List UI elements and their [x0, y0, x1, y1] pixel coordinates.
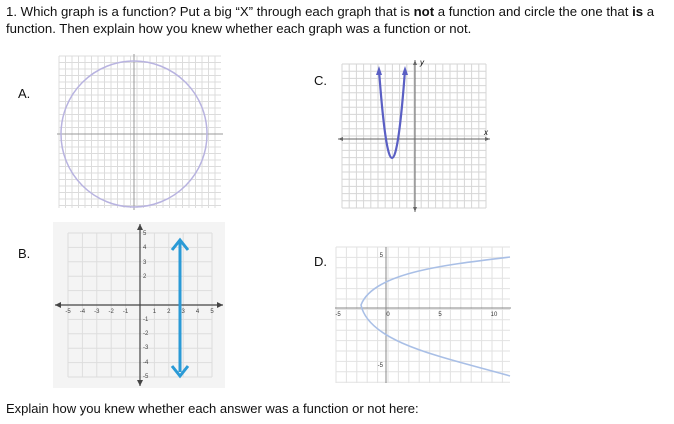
question-text [6, 3, 668, 37]
graph-b-y-tick: 2 [143, 274, 147, 280]
question-part-3: a function. Then explain how you knew whether each graph was a function or not. [6, 4, 655, 36]
graph-b-y-tick: 5 [143, 231, 147, 237]
graph-b-x-tick: -4 [79, 309, 86, 315]
label-b: B. [18, 246, 31, 261]
graph-c-x-label: x [484, 128, 488, 137]
graph-b-x-tick: 3 [181, 309, 185, 315]
graph-c-y-label: y [420, 58, 424, 67]
graph-d-sideways-curve [361, 257, 510, 376]
graph-b-y-tick: -3 [143, 345, 149, 351]
graph-d-x-tick-10: 10 [490, 312, 498, 318]
question-part-2: a function and circle the one that [434, 4, 633, 19]
graph-b-x-tick: 2 [167, 309, 171, 315]
graph-b-y-tick: -2 [143, 331, 149, 337]
graph-b-x-tick: 4 [195, 309, 200, 315]
graph-c-parabola [336, 56, 492, 214]
graph-c-arrow-left [376, 66, 382, 75]
graph-b-x-tick: 5 [210, 309, 214, 315]
graph-b-x-tick: -3 [94, 309, 100, 315]
graph-a-circle [55, 52, 225, 212]
graph-b-y-tick: -4 [143, 360, 149, 366]
graph-d-y-tick-5: 5 [379, 253, 383, 259]
graph-d-y-tick-neg5: -5 [377, 363, 383, 369]
label-d: D. [314, 254, 327, 269]
graph-d-x-tick-neg5: -5 [335, 312, 341, 318]
graph-b-x-tick: -2 [108, 309, 114, 315]
label-a: A. [18, 86, 31, 101]
graph-a-grid [59, 56, 221, 208]
graph-b-y-tick: 3 [143, 260, 147, 266]
question-part-1: 1. Which graph is a function? Put a big “X” through each graph that is [6, 4, 414, 19]
graph-b-y-tick: -5 [143, 374, 149, 380]
graph-b-x-tick: -5 [65, 309, 71, 315]
question-bold-is: is [632, 4, 644, 19]
graph-b-y-tick: 4 [143, 245, 147, 251]
graph-b-y-tick: -1 [143, 317, 149, 323]
graph-d-sideways-parabola [333, 245, 513, 385]
footer-instruction: Explain how you knew whether each answer was a function or not here: [6, 401, 419, 416]
label-c: C. [314, 73, 327, 88]
graph-d-x-tick-0: 0 [386, 312, 390, 318]
question-bold-not: not [413, 4, 435, 19]
graph-d-x-tick-5: 5 [438, 312, 442, 318]
graph-b-x-tick: -1 [122, 309, 129, 315]
graph-b-x-tick: 1 [152, 309, 157, 315]
graph-b-vertical-line [53, 222, 225, 388]
